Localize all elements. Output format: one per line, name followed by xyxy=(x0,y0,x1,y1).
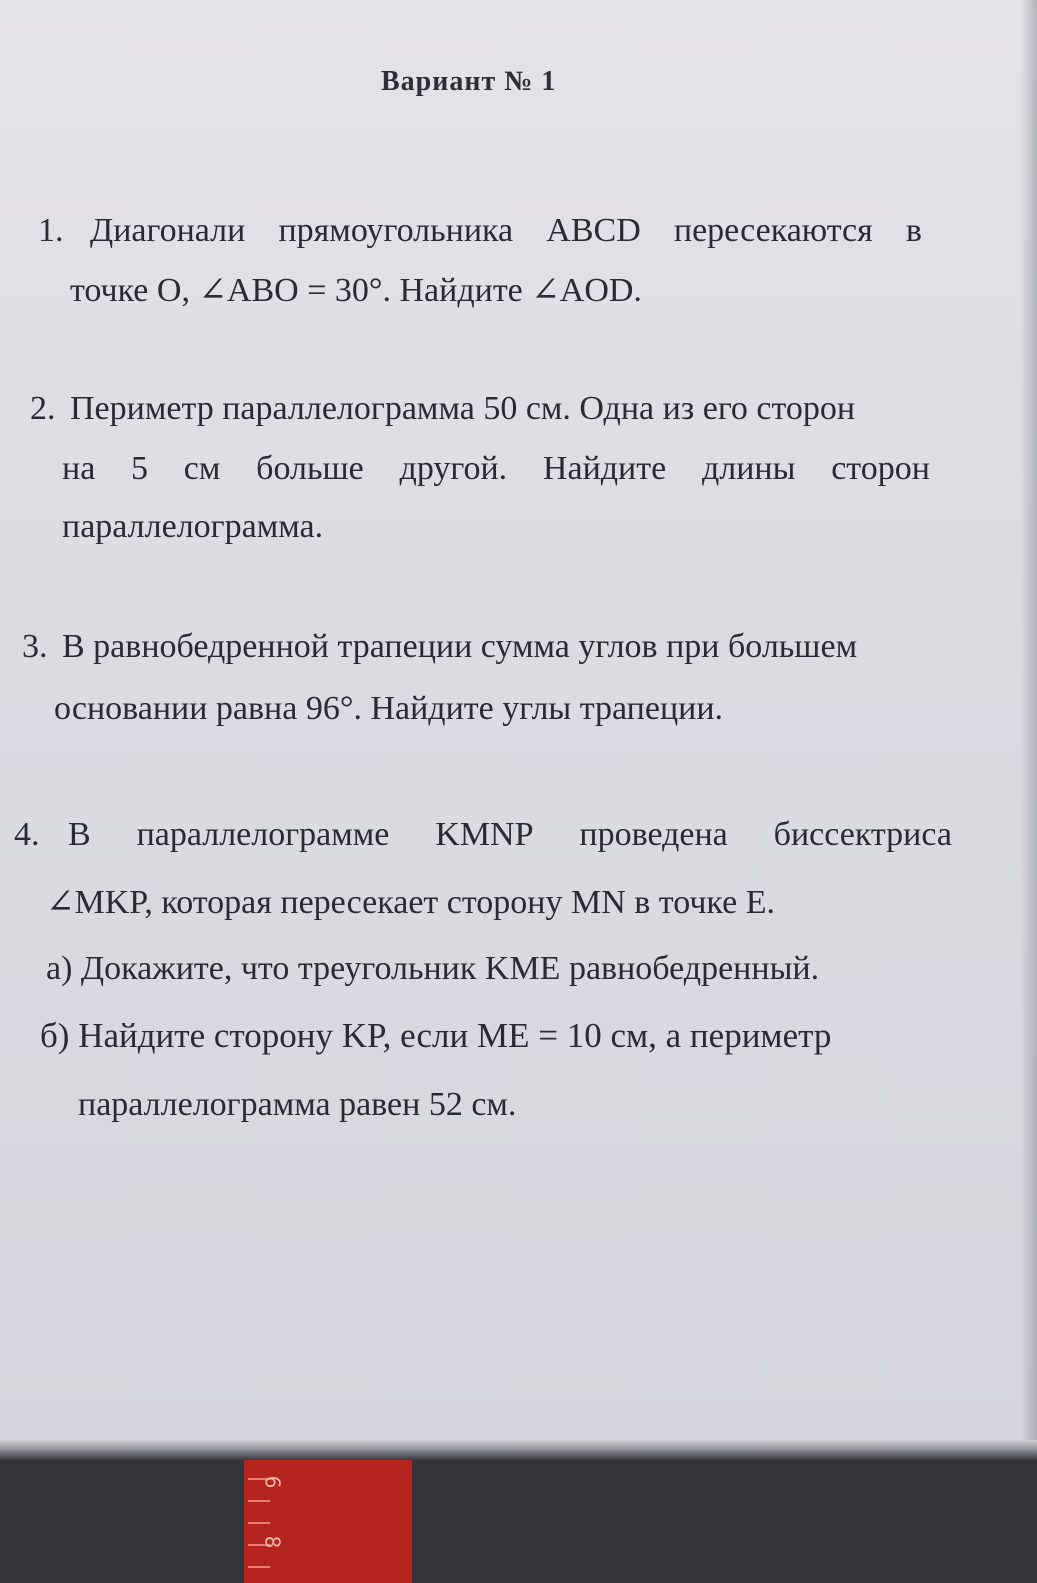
word: другой. xyxy=(399,450,508,487)
ruler-tick xyxy=(248,1500,270,1502)
sheet-bottom-edge xyxy=(0,1440,1037,1460)
word: В xyxy=(68,816,91,853)
problem-4-line-1 xyxy=(68,816,952,854)
word: в xyxy=(905,212,922,249)
sheet-edge xyxy=(1020,0,1037,1450)
problem-1-line-2: точке O, ∠ABO = 30°. Найдите ∠AOD. xyxy=(70,272,642,309)
problem-4-part-a: а) Докажите, что треугольник KME равнобедренный. xyxy=(46,950,820,987)
problem-1-number: 1. xyxy=(38,212,64,249)
word: 5 xyxy=(131,450,149,487)
variant-title: Вариант № 1 xyxy=(381,66,557,97)
word: Диагонали xyxy=(90,212,246,249)
word: Найдите xyxy=(542,450,667,487)
word: пересекаются xyxy=(673,212,873,249)
word: см xyxy=(183,450,221,487)
ruler-tick xyxy=(248,1566,270,1568)
problem-3-line-2: основании равна 96°. Найдите углы трапеции. xyxy=(54,690,724,727)
word: больше xyxy=(256,450,364,487)
problem-3-line-1: В равнобедренной трапеции сумма углов при большем xyxy=(62,628,858,665)
word: биссектриса xyxy=(773,816,952,853)
word: длины xyxy=(701,450,796,487)
problem-3-number: 3. xyxy=(22,628,48,665)
problem-4-part-b-cont: параллелограмма равен 52 см. xyxy=(78,1086,517,1123)
problem-4-line-2: ∠MKP, которая пересекает сторону MN в точке E. xyxy=(46,884,775,921)
ruler-number: 8 xyxy=(260,1535,285,1549)
problem-4-number: 4. xyxy=(14,816,40,853)
word: KMNP xyxy=(435,816,534,853)
word: на xyxy=(62,450,96,487)
word: прямоугольника xyxy=(278,212,514,249)
problem-2-number: 2. xyxy=(30,390,56,427)
table-surface xyxy=(0,1460,1037,1583)
problem-4-part-b: б) Найдите сторону KP, если ME = 10 см, а периметр xyxy=(40,1016,832,1055)
word: ABCD xyxy=(546,212,641,249)
problem-2-line-3: параллелограмма. xyxy=(62,508,324,545)
ruler-tick xyxy=(248,1522,270,1524)
word: проведена xyxy=(579,816,728,853)
problem-1-line-1 xyxy=(90,212,922,250)
ruler-number: 6 xyxy=(260,1475,285,1489)
word: сторон xyxy=(831,450,930,487)
problem-2-line-2 xyxy=(62,450,930,488)
problem-2-line-1: Периметр параллелограмма 50 см. Одна из его сторон xyxy=(70,390,856,427)
word: параллелограмме xyxy=(136,816,390,853)
